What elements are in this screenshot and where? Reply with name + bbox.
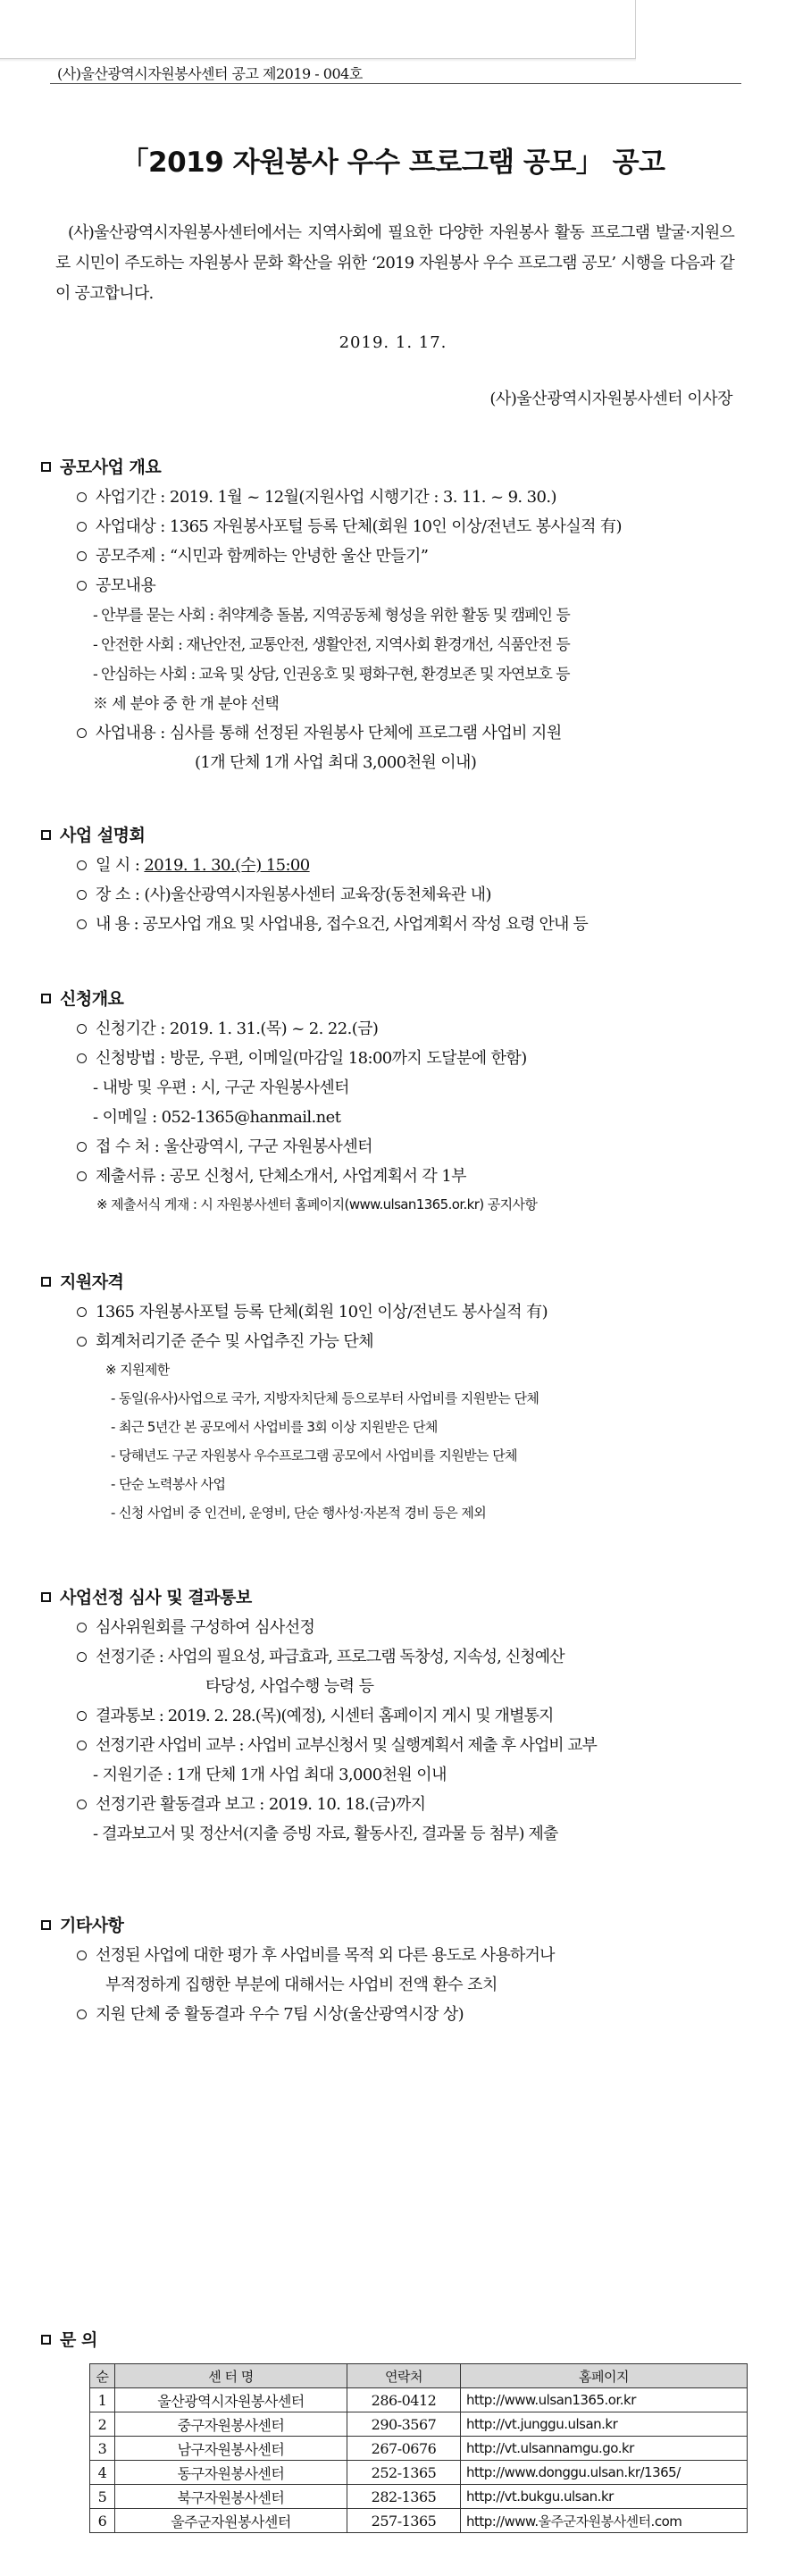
column-header-homepage: 홈페이지 xyxy=(461,2364,748,2388)
etc-item-1b: 부적정하게 집행한 부분에 대해서는 사업비 전액 환수 조치 xyxy=(105,1976,498,1994)
selection-result: 결과통보 : 2019. 2. 28.(목)(예정), 시센터 홈페이지 게시 및 개별통지 xyxy=(77,1703,553,1726)
row-no: 1 xyxy=(90,2388,115,2412)
square-bullet-icon xyxy=(41,2335,51,2345)
overview-theme: 공모주제 : “시민과 함께하는 안녕한 울산 만들기” xyxy=(77,543,428,566)
column-header-tel: 연락처 xyxy=(347,2364,461,2388)
row-center-name: 북구자원봉사센터 xyxy=(115,2485,347,2509)
selection-grant: 선정기관 사업비 교부 : 사업비 교부신청서 및 실행계획서 제출 후 사업비 교부 xyxy=(77,1733,597,1756)
section-heading-eligibility: 지원자격 xyxy=(41,1269,123,1293)
circle-bullet-icon xyxy=(77,1053,87,1063)
section-heading-overview: 공모사업 개요 xyxy=(41,454,161,478)
square-bullet-icon xyxy=(41,462,51,472)
table-row xyxy=(90,2461,748,2485)
circle-bullet-icon xyxy=(77,890,87,900)
row-homepage-link[interactable]: http://vt.bukgu.ulsan.kr xyxy=(461,2485,748,2509)
circle-bullet-icon xyxy=(77,1623,87,1632)
row-tel: 282-1365 xyxy=(347,2485,461,2509)
row-center-name: 울주군자원봉사센터 xyxy=(115,2509,347,2533)
section-heading-briefing: 사업 설명회 xyxy=(41,822,145,846)
row-homepage-link[interactable]: http://vt.ulsannamgu.go.kr xyxy=(461,2437,748,2461)
circle-bullet-icon xyxy=(77,1171,87,1181)
square-bullet-icon xyxy=(41,1592,51,1602)
square-bullet-icon xyxy=(41,1277,51,1287)
circle-bullet-icon xyxy=(77,1652,87,1662)
overview-content-2: - 안전한 사회 : 재난안전, 교통안전, 생활안전, 지역사회 환경개선, 식품안전 등 xyxy=(93,636,570,654)
application-visit: - 내방 및 우편 : 시, 구군 자원봉사센터 xyxy=(93,1078,349,1097)
eligibility-limit-5: - 신청 사업비 중 인건비, 운영비, 단순 행사성·자본적 경비 등은 제외 xyxy=(111,1505,487,1521)
row-tel: 257-1365 xyxy=(347,2509,461,2533)
table-row xyxy=(90,2485,748,2509)
selection-criteria: 선정기준 : 사업의 필요성, 파급효과, 프로그램 독창성, 지속성, 신청예산 xyxy=(77,1644,564,1667)
row-tel: 252-1365 xyxy=(347,2461,461,2485)
eligibility-limit-label: ※ 지원제한 xyxy=(105,1362,170,1378)
section-heading-application: 신청개요 xyxy=(41,986,123,1010)
row-homepage-link[interactable]: http://www.울주군자원봉사센터.com xyxy=(461,2509,748,2533)
circle-bullet-icon xyxy=(77,1337,87,1347)
intro-line-3: 자원봉사 우수 프로그램 공모’ 시행을 다음과 같이 공고합니다. xyxy=(55,254,735,303)
selection-grant-sub: - 지원기준 : 1개 단체 1개 사업 최대 3,000천원 이내 xyxy=(93,1766,447,1784)
circle-bullet-icon xyxy=(77,1951,87,1960)
section-heading-inquiry: 문 의 xyxy=(41,2327,97,2351)
application-email: - 이메일 : 052-1365@hanmail.net xyxy=(93,1108,341,1127)
row-homepage-link[interactable]: http://www.ulsan1365.or.kr xyxy=(461,2388,748,2412)
application-documents: 제출서류 : 공모 신청서, 단체소개서, 사업계획서 각 1부 xyxy=(77,1163,466,1187)
overview-business-sub: (1개 단체 1개 사업 최대 3,000천원 이내) xyxy=(195,753,477,772)
section-heading-selection: 사업선정 심사 및 결과통보 xyxy=(41,1584,252,1608)
circle-bullet-icon xyxy=(77,522,87,532)
intro-line-1: (사)울산광역시자원봉사센터에서는 지역사회에 필요한 다양한 자원봉사 활동 xyxy=(68,223,584,242)
circle-bullet-icon xyxy=(77,581,87,591)
application-period: 신청기간 : 2019. 1. 31.(목) ~ 2. 22.(금) xyxy=(77,1016,378,1039)
section-heading-etc: 기타사항 xyxy=(41,1912,123,1936)
circle-bullet-icon xyxy=(77,728,87,738)
eligibility-limit-2: - 최근 5년간 본 공모에서 사업비를 3회 이상 지원받은 단체 xyxy=(111,1419,438,1435)
top-blank-panel xyxy=(0,0,636,59)
issuer: (사)울산광역시자원봉사센터 이사장 xyxy=(489,390,732,408)
header-divider xyxy=(50,83,741,84)
circle-bullet-icon xyxy=(77,551,87,561)
overview-business: 사업내용 : 심사를 통해 선정된 자원봉사 단체에 프로그램 사업비 지원 xyxy=(77,720,562,743)
square-bullet-icon xyxy=(41,1920,51,1930)
overview-content-label: 공모내용 xyxy=(77,573,155,596)
row-center-name: 남구자원봉사센터 xyxy=(115,2437,347,2461)
intro-paragraph xyxy=(55,218,734,309)
overview-period: 사업기간 : 2019. 1월 ~ 12월(지원사업 시행기간 : 3. 11. ~ 9. 30.) xyxy=(77,484,556,508)
row-no: 6 xyxy=(90,2509,115,2533)
row-no: 3 xyxy=(90,2437,115,2461)
circle-bullet-icon xyxy=(77,919,87,929)
eligibility-limit-3: - 당해년도 구군 자원봉사 우수프로그램 공모에서 사업비를 지원받는 단체 xyxy=(111,1447,517,1464)
circle-bullet-icon xyxy=(77,860,87,870)
table-row xyxy=(90,2412,748,2437)
notice-date: 2019. 1. 17. xyxy=(339,333,447,352)
circle-bullet-icon xyxy=(77,1024,87,1034)
briefing-content: 내 용 : 공모사업 개요 및 사업내용, 접수요건, 사업계획서 작성 요령 안내 등 xyxy=(77,911,588,935)
circle-bullet-icon xyxy=(77,1142,87,1152)
selection-report: 선정기관 활동결과 보고 : 2019. 10. 18.(금)까지 xyxy=(77,1791,425,1815)
application-method: 신청방법 : 방문, 우편, 이메일(마감일 18:00까지 도달분에 한함) xyxy=(77,1045,527,1069)
circle-bullet-icon xyxy=(77,1711,87,1721)
row-homepage-link[interactable]: http://www.donggu.ulsan.kr/1365/ xyxy=(461,2461,748,2485)
row-center-name: 중구자원봉사센터 xyxy=(115,2412,347,2437)
square-bullet-icon xyxy=(41,994,51,1003)
page-title: 「2019 자원봉사 우수 프로그램 공모」 공고 xyxy=(121,147,665,179)
row-no: 4 xyxy=(90,2461,115,2485)
selection-report-sub: - 결과보고서 및 정산서(지출 증빙 자료, 활동사진, 결과물 등 첨부) 제출 xyxy=(93,1825,558,1843)
circle-bullet-icon xyxy=(77,1800,87,1809)
row-tel: 290-3567 xyxy=(347,2412,461,2437)
selection-criteria-2: 타당성, 사업수행 능력 등 xyxy=(205,1677,374,1696)
eligibility-req-2: 회계처리기준 준수 및 사업추진 가능 단체 xyxy=(77,1329,373,1352)
briefing-datetime: 일 시 : 2019. 1. 30.(수) 15:00 xyxy=(77,852,310,876)
overview-note: ※ 세 분야 중 한 개 분야 선택 xyxy=(93,695,280,713)
table-row xyxy=(90,2388,748,2412)
circle-bullet-icon xyxy=(77,492,87,502)
eligibility-req-1: 1365 자원봉사포털 등록 단체(회원 10인 이상/전년도 봉사실적 有) xyxy=(77,1299,548,1322)
intro-line-2: 프로그램 발굴·지원으로 시민이 주도하는 자원봉사 문화 확산을 위한 ‘2019 xyxy=(55,223,735,273)
briefing-place: 장 소 : (사)울산광역시자원봉사센터 교육장(동천체육관 내) xyxy=(77,882,491,905)
row-homepage-link[interactable]: http://vt.junggu.ulsan.kr xyxy=(461,2412,748,2437)
column-header-no: 순 xyxy=(90,2364,115,2388)
application-receiver: 접 수 처 : 울산광역시, 구군 자원봉사센터 xyxy=(77,1134,372,1157)
contact-table xyxy=(89,2363,748,2533)
etc-item-2: 지원 단체 중 활동결과 우수 7팀 시상(울산광역시장 상) xyxy=(77,2001,464,2025)
row-tel: 286-0412 xyxy=(347,2388,461,2412)
etc-item-1: 선정된 사업에 대한 평가 후 사업비를 목적 외 다른 용도로 사용하거나 xyxy=(77,1942,555,1966)
table-row xyxy=(90,2509,748,2533)
notice-number: (사)울산광역시자원봉사센터 공고 제2019 - 004호 xyxy=(57,65,363,82)
row-center-name: 울산광역시자원봉사센터 xyxy=(115,2388,347,2412)
row-no: 2 xyxy=(90,2412,115,2437)
eligibility-limit-4: - 단순 노력봉사 사업 xyxy=(111,1476,226,1492)
table-row xyxy=(90,2437,748,2461)
row-tel: 267-0676 xyxy=(347,2437,461,2461)
row-no: 5 xyxy=(90,2485,115,2509)
circle-bullet-icon xyxy=(77,2010,87,2019)
overview-target: 사업대상 : 1365 자원봉사포털 등록 단체(회원 10인 이상/전년도 봉사실적 有) xyxy=(77,514,622,537)
row-center-name: 동구자원봉사센터 xyxy=(115,2461,347,2485)
circle-bullet-icon xyxy=(77,1307,87,1317)
top-panel-shadow xyxy=(0,59,636,62)
column-header-center: 센 터 명 xyxy=(115,2364,347,2388)
overview-content-1: - 안부를 묻는 사회 : 취약계층 돌봄, 지역공동체 형성을 위한 활동 및 캠페인 등 xyxy=(93,607,570,625)
square-bullet-icon xyxy=(41,830,51,840)
overview-content-3: - 안심하는 사회 : 교육 및 상담, 인권옹호 및 평화구현, 환경보존 및 자연보호 등 xyxy=(93,666,570,684)
circle-bullet-icon xyxy=(77,1741,87,1750)
application-form-note: ※ 제출서식 게재 : 시 자원봉사센터 홈페이지(www.ulsan1365.or.kr) 공지사항 xyxy=(96,1196,538,1212)
eligibility-limit-1: - 동일(유사)사업으로 국가, 지방자치단체 등으로부터 사업비를 지원받는 단체 xyxy=(111,1390,539,1406)
table-header-row xyxy=(90,2364,748,2388)
selection-committee: 심사위원회를 구성하여 심사선정 xyxy=(77,1615,314,1638)
